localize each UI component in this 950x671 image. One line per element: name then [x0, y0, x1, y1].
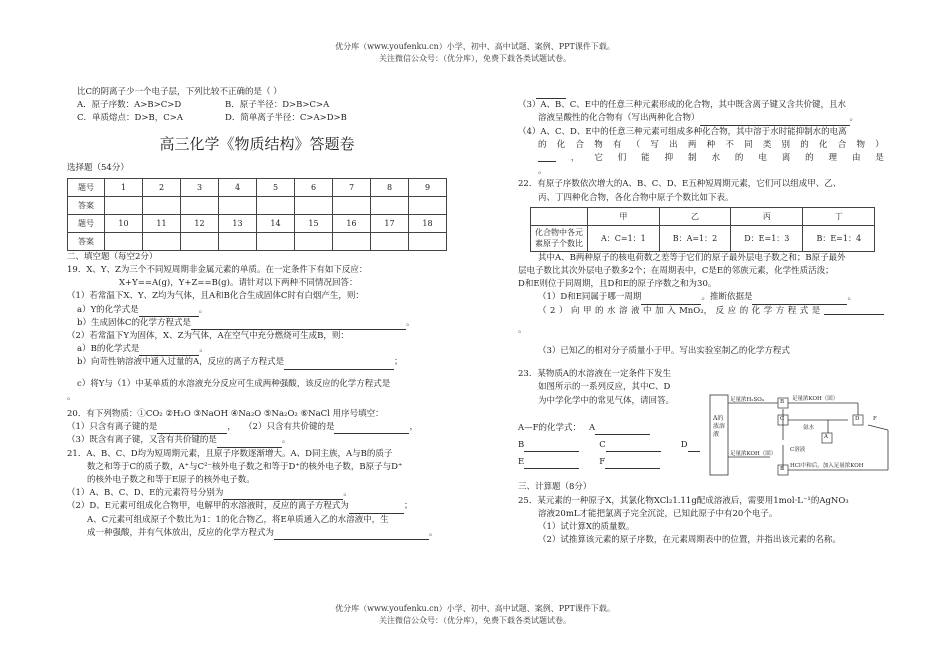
answer-cell[interactable] [295, 196, 333, 214]
left-column [67, 86, 447, 540]
row-label: 化合物中各元 素原子个数比 [531, 225, 588, 251]
answer-blank[interactable] [223, 490, 343, 500]
q19-1a [67, 304, 447, 317]
answer-blank[interactable] [157, 424, 227, 434]
answer-blank-a[interactable] [595, 425, 650, 435]
answer-table [67, 178, 447, 251]
answer-cell[interactable] [143, 196, 181, 214]
q21-2: （2）D、E元素可组成化合物甲，电解甲的水溶液时，反应的离子方程式为 ； [67, 500, 447, 513]
q19-2c: c）将Y与（1）中某单质的水溶液充分反应可生成两种强酸，该反应的化学方程式是 [77, 378, 391, 389]
q22-2: （ 2 ） 向 甲 的 水 溶 液 中 加 入 MnO₂， 反 应 的 化 学 方 程 式 是 [518, 305, 884, 318]
q23-answers-3: E F [518, 456, 884, 469]
table-row [68, 214, 447, 232]
answer-blank[interactable] [349, 504, 404, 514]
reagent-label: 足量浓H₂SO₄ [730, 397, 764, 403]
q22-1b-text: 推断依据是 [709, 292, 753, 303]
answer-cell[interactable] [181, 196, 219, 214]
node-f: F [873, 416, 877, 422]
answer-cell[interactable] [143, 232, 181, 250]
option-c: C．单质熔点：D>B，C>A [77, 113, 183, 124]
footer-line-2: 关注微信公众号：（优分库），免费下载各类试题试卷。 [379, 616, 571, 625]
q23-stem-c: 为中学化学中的常见气体，请回答。 [538, 395, 675, 406]
punct: 。 [849, 113, 859, 124]
q19-1b-text: b）生成固体C的化学方程式是 [77, 317, 191, 328]
option-d: D．简单离子半径：C>A>D>B [225, 113, 347, 124]
table-corner [531, 207, 588, 225]
answer-blank-f[interactable] [605, 459, 660, 469]
answer-blank-b[interactable] [524, 442, 579, 452]
q20-3 [67, 434, 447, 447]
answer-blank[interactable] [752, 295, 847, 305]
table-head: 甲 [588, 207, 660, 225]
q19-1a-text: a）Y的化学式是 [77, 304, 139, 315]
answer-blank[interactable] [334, 424, 409, 434]
answer-cell[interactable] [105, 196, 143, 214]
header-line-1: 优分库（www.youfenku.cn）小学、初中、高中试题、案例、PPT课件下载。 [335, 42, 615, 51]
answer-cell[interactable] [219, 232, 257, 250]
q19-2c-end: 。 [67, 391, 76, 402]
q21-2-text: （2）D、E元素可组成化合物甲，电解甲的水溶液时，反应的离子方程式为 [67, 501, 349, 512]
q21-2c-text: 成一种强酸，并有气体放出，反应的化学方程式为 [87, 527, 275, 538]
answer-blank[interactable] [217, 438, 282, 448]
table-cell: 5 [257, 178, 295, 196]
page-title: 高三化学《物质结构》答题卷 [159, 134, 355, 153]
punct: 。 [199, 344, 208, 355]
q22-1-text: （1）D和E同属于哪一周期 [538, 292, 642, 303]
answer-blank[interactable] [284, 360, 394, 370]
q21-4: （4）A、C、D、E中的任意三种元素可组成多种化合物，其中溶于水时能抑制水的电离 [518, 126, 847, 137]
q19-2b: b）向苛性钠溶液中通入过量的A，反应的离子方程式是 ； [67, 356, 447, 369]
ratio-table [530, 207, 875, 252]
node-d: D [855, 416, 860, 422]
q19-2a [67, 343, 447, 356]
q21-4c: ， 它 们 能 抑 制 水 的 电 离 的 理 由 是 [518, 152, 884, 165]
q21-2b: A、C元素可组成原子个数比为1：1的化合物乙，将E单质通入乙的水溶液中，生 [87, 514, 389, 525]
table-head: 丁 [803, 207, 875, 225]
answer-blank[interactable] [191, 320, 406, 330]
footer-line-1: 优分库（www.youfenku.cn）小学、初中、高中试题、案例、PPT课件下载。 [335, 604, 615, 613]
answer-cell[interactable] [409, 196, 447, 214]
q18-stem: 比C的阴离子少一个电子层，下列比较不正确的是（ ） [77, 87, 282, 97]
q21-1 [67, 487, 447, 500]
q22-d: 层电子数比其次外层电子数多2个；在周期表中，C是E的邻族元素，化学性质活泼； [518, 266, 834, 277]
q19-1b [67, 317, 447, 330]
table-cell: 13 [219, 214, 257, 232]
node-a-solution: A的浓溶液 [713, 415, 726, 438]
answer-blank[interactable] [139, 307, 199, 317]
table-row [68, 178, 447, 196]
q22-stem-b: 丙、丁四种化合物，各化合物中原子个数比如下表。 [538, 192, 734, 203]
punct: 。 [429, 527, 438, 538]
answer-blank[interactable] [538, 152, 556, 162]
table-head: 丙 [731, 207, 803, 225]
option-b: B．原子半径：D>B>C>A [225, 100, 330, 111]
answer-blank[interactable] [536, 89, 566, 99]
q18-options-ab [67, 99, 447, 112]
q25-stem: 25．某元素的一种原子X，其氯化物XCl₂1.11g配成溶液后，需要用1mol·L⁻¹的AgNO₃ [518, 495, 849, 506]
header [0, 41, 950, 65]
q25-1: （1）试计算X的质量数。 [538, 522, 635, 533]
q21-2c [67, 527, 447, 540]
answer-cell[interactable] [333, 232, 371, 250]
q22-3: （3）已知乙的相对分子质量小于甲。写出实验室制乙的化学方程式 [538, 346, 790, 357]
q22-e: D和E则位于同周期，且D和E的原子序数之和为30。 [518, 279, 717, 290]
table-cell: 14 [257, 214, 295, 232]
table-head: 乙 [659, 207, 730, 225]
row-label: 题号 [68, 178, 105, 196]
reagent-label: C溶液 [790, 447, 806, 453]
q20-1-2: （1）只含有离子键的是 ， （2）只含有共价键的是 ， [67, 421, 447, 434]
table-cell: 17 [371, 214, 409, 232]
q22-stem: 22．有原子序数依次增大的A、B、C、D、E五种短周期元素，它们可以组成甲、乙、 [518, 179, 842, 190]
q20-stem: 20．有下列物质：①CO₂ ②H₂O ③NaOH ④Na₂O ⑤Na₂O₂ ⑥NaCl 用序号填空： [67, 409, 384, 420]
node-b: B [780, 399, 785, 405]
answer-blank[interactable] [139, 346, 199, 356]
q21-4-end: 。 [538, 166, 547, 177]
node-e: E [780, 466, 785, 472]
answer-cell[interactable] [333, 196, 371, 214]
table-cell: 2 [143, 178, 181, 196]
option-a: A．原子序数：A>B>C>D [77, 100, 182, 111]
row-label: 题号 [68, 214, 105, 232]
q19-2a-text: a）B的化学式是 [77, 344, 140, 355]
arrow-line [868, 425, 888, 430]
q23-stem-b: 如图所示的一系列反应，其中C、D [538, 382, 671, 393]
answer-cell[interactable] [257, 232, 295, 250]
footer [0, 603, 950, 627]
q20-2-text: （2）只含有共价键的是 [244, 422, 335, 433]
punct: 。 [198, 304, 208, 315]
q21-3b-text: 溶液呈酸性的化合物有（写出两种化合物） [538, 113, 700, 124]
answer-cell[interactable] [371, 196, 409, 214]
reagent-label: 足量浓KOH（固） [730, 451, 777, 457]
q22-1: （1）D和E同属于哪一周期 。推断依据是 。 [518, 291, 884, 304]
q18-options-cd [67, 112, 447, 125]
q22-2-end: 。 [518, 324, 527, 335]
table-cell: B：E=1：4 [803, 225, 875, 251]
answer-cell[interactable] [409, 232, 447, 250]
table-row [531, 225, 875, 251]
q23-answers-2: B C D [518, 439, 884, 452]
q19-2b-text: b）向苛性钠溶液中通入过量的A，反应的离子方程式是 [77, 357, 285, 368]
row-label: 答案 [68, 232, 105, 250]
choice-section-label: 选择题（54分） [67, 162, 129, 173]
q23-stem: 23．某物质A的水溶液在一定条件下发生 [518, 369, 671, 380]
q25-stem-b: 溶液20mL才能把氯离子完全沉淀，已知此原子中有20个电子。 [538, 508, 778, 519]
answer-blank[interactable] [700, 116, 850, 126]
header-line-2: 关注微信公众号：（优分库），免费下载各类试题试卷。 [379, 54, 571, 63]
table-row [68, 232, 447, 250]
q23-ans-label: A—F的化学式： [518, 422, 582, 433]
q21-stem-b: 数之和等于C的质子数，A⁺与C²⁻核外电子数之和等于D⁺的核外电子数，B原子与D⁺ [87, 461, 403, 472]
q19-equation: X+Y==A(g)，Y+Z==B(g)。请针对以下两种不同情况回答： [119, 278, 358, 289]
table-row [531, 207, 875, 225]
table-cell: 3 [181, 178, 219, 196]
node-c: C [780, 416, 785, 422]
reagent-label: 足量浓KOH（固） [792, 396, 839, 402]
answer-cell[interactable] [181, 232, 219, 250]
answer-blank[interactable] [274, 530, 429, 540]
q21-1-text: （1）A、B、C、D、E的元素符号分别为 [67, 488, 224, 499]
answer-blank[interactable] [824, 305, 884, 315]
q21-3-top-blank [518, 86, 884, 99]
table-cell: 15 [295, 214, 333, 232]
answer-blank-d[interactable] [688, 442, 700, 452]
table-cell: 9 [409, 178, 447, 196]
q19-part1: （1）若常温下X、Y、Z均为气体，且A和B化合生成固体C时有白烟产生，则： [67, 291, 364, 302]
row-label: 答案 [68, 196, 105, 214]
answer-blank-e[interactable] [524, 459, 579, 469]
node-a: A [824, 434, 828, 440]
answer-cell[interactable] [257, 196, 295, 214]
table-cell: D：E=1：3 [731, 225, 803, 251]
q20-1-text: （1）只含有离子键的是 [67, 422, 158, 433]
q25-2: （2）试推算该元素的原子序数，在元素周期表中的位置，并指出该元素的名称。 [538, 535, 841, 546]
q19-part2: （2）若常温下Y为固体，X、Z为气体，A在空气中充分燃烧可生成B，则： [67, 331, 349, 342]
table-row [68, 196, 447, 214]
q22-c: 其中A、B两种原子的核电荷数之差等于它们的原子最外层电子数之和；B原子最外 [538, 252, 846, 263]
punct: 。 [343, 488, 352, 499]
calc-section-label: 三、计算题（8分） [518, 482, 592, 493]
q21-stem-c: 的核外电子数之和等于E原子的核外电子数。 [87, 475, 255, 486]
table-cell: 16 [333, 214, 371, 232]
table-cell: 8 [371, 178, 409, 196]
answer-cell[interactable] [219, 196, 257, 214]
table-cell: 1 [105, 178, 143, 196]
answer-blank[interactable] [641, 295, 701, 305]
answer-blank-c[interactable] [606, 442, 661, 452]
table-cell: A：C=1：1 [588, 225, 660, 251]
q23-answers-1: A—F的化学式： A [518, 422, 884, 435]
q20-3-text: （3）既含有离子键，又含有共价键的是 [67, 435, 217, 446]
answer-cell[interactable] [371, 232, 409, 250]
answer-cell[interactable] [105, 232, 143, 250]
reagent-label: HCl中和后，加入足量浓KOH [790, 463, 864, 469]
reaction-diagram [708, 385, 896, 487]
punct: 。 [281, 435, 291, 446]
table-cell: 4 [219, 178, 257, 196]
table-cell: 18 [409, 214, 447, 232]
q21-stem: 21．A、B、C、D均为短周期元素，且原子序数逐渐增大。A、D同主族，A与B的质子 [67, 448, 393, 459]
table-cell: 10 [105, 214, 143, 232]
punct: 。 [405, 317, 415, 328]
table-cell: 11 [143, 214, 181, 232]
table-cell: 12 [181, 214, 219, 232]
table-cell: 7 [333, 178, 371, 196]
q21-4b: 的 化 合 物 有 （ 写 出 两 种 不 同 类 别 的 化 合 物 ） [538, 139, 884, 150]
q19-stem: 19．X、Y、Z为三个不同短周期非金属元素的单质。在一定条件下有如下反应： [67, 265, 368, 276]
answer-cell[interactable] [295, 232, 333, 250]
table-cell: 6 [295, 178, 333, 196]
q21-3b [518, 112, 884, 125]
fill-section-label: 二、填空题（每空2分） [67, 251, 158, 262]
q21-3: （3）A、B、C、E中的任意三种元素形成的化合物，其中既含离子键又含共价键，且水 [518, 100, 847, 111]
reagent-label: 氨水 [803, 425, 815, 431]
table-cell: B：A=1：2 [659, 225, 730, 251]
